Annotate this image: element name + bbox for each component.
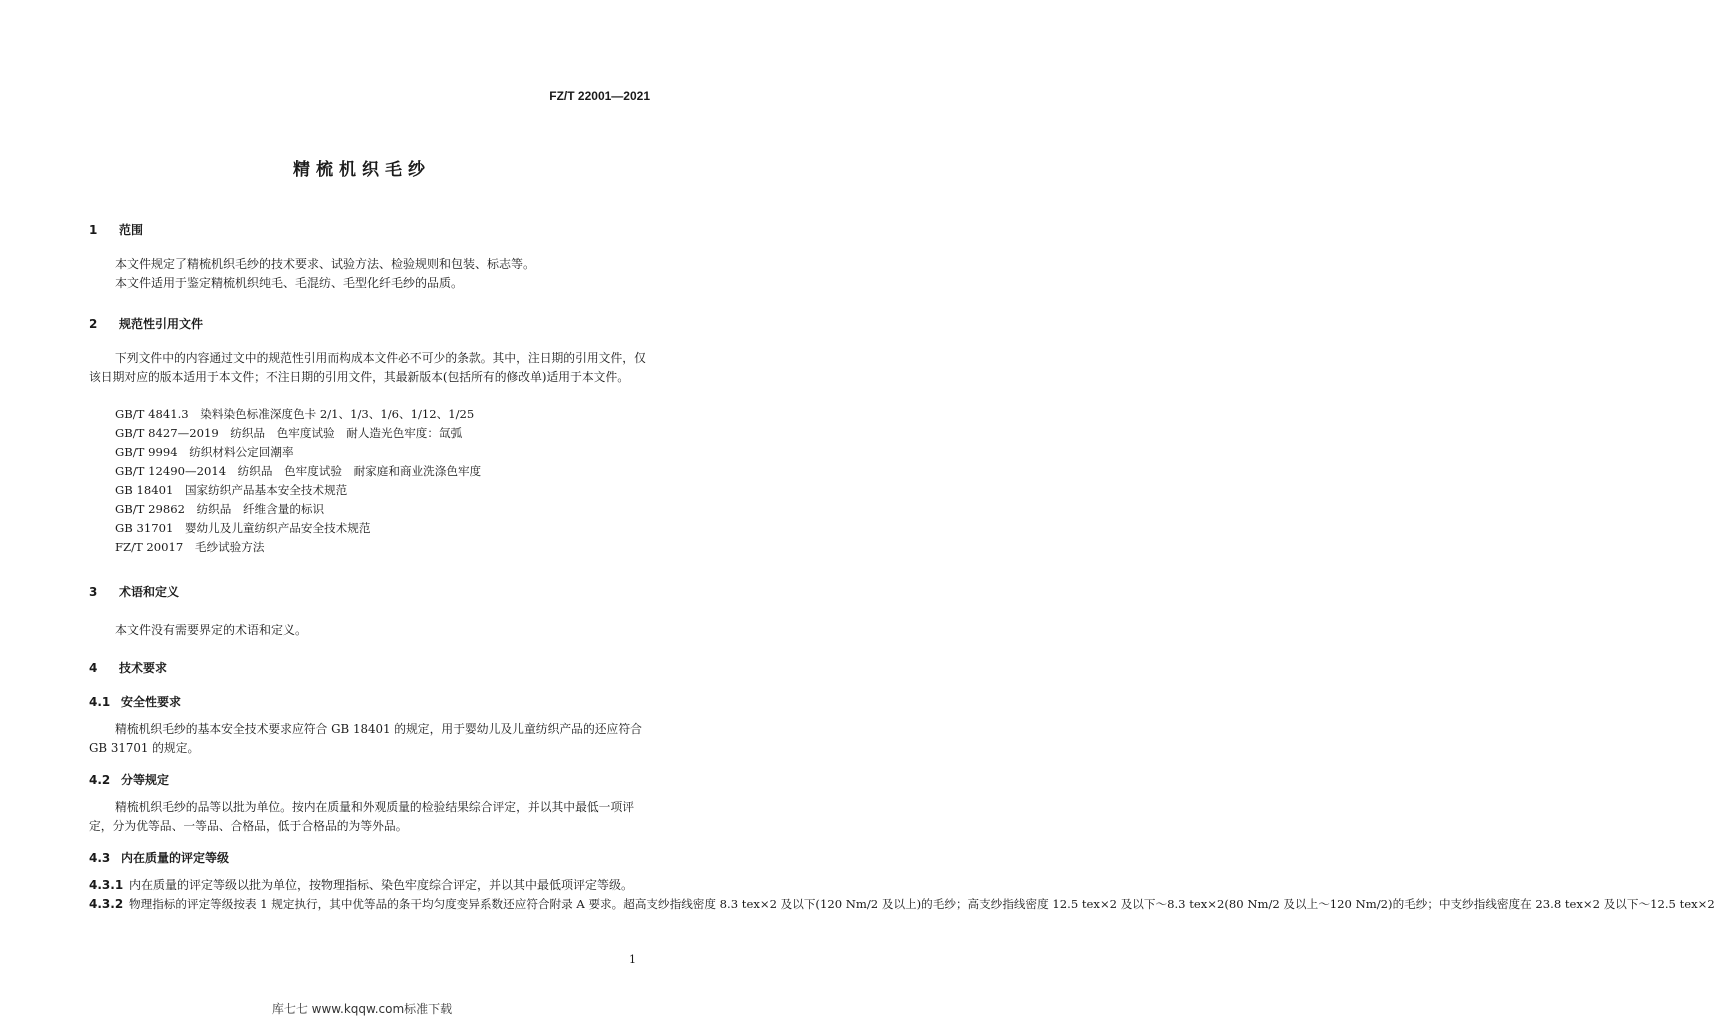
reference-item: GB/T 4841.3 染料染色标准深度色卡 2/1、1/3、1/6、1/12、1/25 xyxy=(115,407,475,421)
reference-item: GB 18401 国家纺织产品基本安全技术规范 xyxy=(115,483,348,497)
paragraph: 精梳机织毛纱的基本安全技术要求应符合 GB 18401 的规定，用于婴幼儿及儿童纺织产品的还应符合 GB 31701 的规定。 xyxy=(89,722,642,755)
paragraph: 本文件没有需要界定的术语和定义。 xyxy=(115,623,308,637)
section-number: 4.2 xyxy=(89,773,111,787)
clause-text: 物理指标的评定等级按表 1 规定执行，其中优等品的条干均匀度变异系数还应符合附录 A 要求。超高支纱指线密度 8.3 tex×2 及以下(120 Nm/2 及以上)的毛纱；高支纱指线密度 12.5 tex×2 及以下～8.3 tex×2(80 Nm/2 及以上～120 Nm/2)的毛纱；中支纱指线密度在 23.8 tex×2 及以下～12.5 tex×2 xyxy=(129,897,1715,911)
clause-text: 内在质量的评定等级以批为单位，按物理指标、染色牢度综合评定，并以其中最低项评定等级。 xyxy=(129,878,634,892)
document-title: 精梳机织毛纱 xyxy=(293,160,431,180)
section-1-heading xyxy=(89,221,143,238)
reference-item: FZ/T 20017 毛纱试验方法 xyxy=(115,540,265,554)
section-number: 4.1 xyxy=(89,695,111,709)
section-4-3-heading xyxy=(89,849,229,866)
section-title: 分等规定 xyxy=(121,773,170,787)
section-title: 内在质量的评定等级 xyxy=(121,851,230,865)
section-4-2-heading xyxy=(89,771,169,788)
section-title: 范围 xyxy=(119,223,144,237)
reference-item: GB 31701 婴幼儿及儿童纺织产品安全技术规范 xyxy=(115,521,371,535)
paragraph: 精梳机织毛纱的品等以批为单位。按内在质量和外观质量的检验结果综合评定，并以其中最低一项评定，分为优等品、一等品、合格品，低于合格品的为等外品。 xyxy=(89,800,635,833)
section-number: 4.3 xyxy=(89,851,111,865)
paragraph: 本文件规定了精梳机织毛纱的技术要求、试验方法、检验规则和包装、标志等。 xyxy=(115,257,536,271)
section-4-1-heading xyxy=(89,693,181,710)
section-title: 技术要求 xyxy=(119,661,168,675)
section-number: 3 xyxy=(89,585,98,599)
section-number: 1 xyxy=(89,223,98,237)
footer-watermark: 库七七 www.kqqw.com标准下载 xyxy=(271,1002,453,1016)
clause-4-3-2 xyxy=(89,895,1715,914)
paragraph: 下列文件中的内容通过文中的规范性引用而构成本文件必不可少的条款。其中，注日期的引用文件，仅该日期对应的版本适用于本文件；不注日期的引用文件，其最新版本(包括所有的修改单)适用于本文件。 xyxy=(89,351,646,384)
clause-number: 4.3.2 xyxy=(89,897,124,911)
page-number: 1 xyxy=(629,953,636,966)
reference-item: GB/T 12490—2014 纺织品 色牢度试验 耐家庭和商业洗涤色牢度 xyxy=(115,464,482,478)
reference-item: GB/T 9994 纺织材料公定回潮率 xyxy=(115,445,294,459)
paragraph: 本文件适用于鉴定精梳机织纯毛、毛混纺、毛型化纤毛纱的品质。 xyxy=(115,276,464,290)
section-title: 术语和定义 xyxy=(119,585,180,599)
section-number: 2 xyxy=(89,317,98,331)
section-number: 4 xyxy=(89,661,98,675)
reference-item: GB/T 29862 纺织品 纤维含量的标识 xyxy=(115,502,325,516)
clause-4-3-1 xyxy=(89,876,633,894)
standard-code: FZ/T 22001—2021 xyxy=(549,89,650,103)
reference-item: GB/T 8427—2019 纺织品 色牢度试验 耐人造光色牢度：氙弧 xyxy=(115,426,463,440)
section-title: 安全性要求 xyxy=(121,695,182,709)
section-3-heading xyxy=(89,583,179,600)
section-title: 规范性引用文件 xyxy=(119,317,204,331)
clause-number: 4.3.1 xyxy=(89,878,124,892)
section-2-heading xyxy=(89,315,203,332)
section-4-heading xyxy=(89,659,167,676)
